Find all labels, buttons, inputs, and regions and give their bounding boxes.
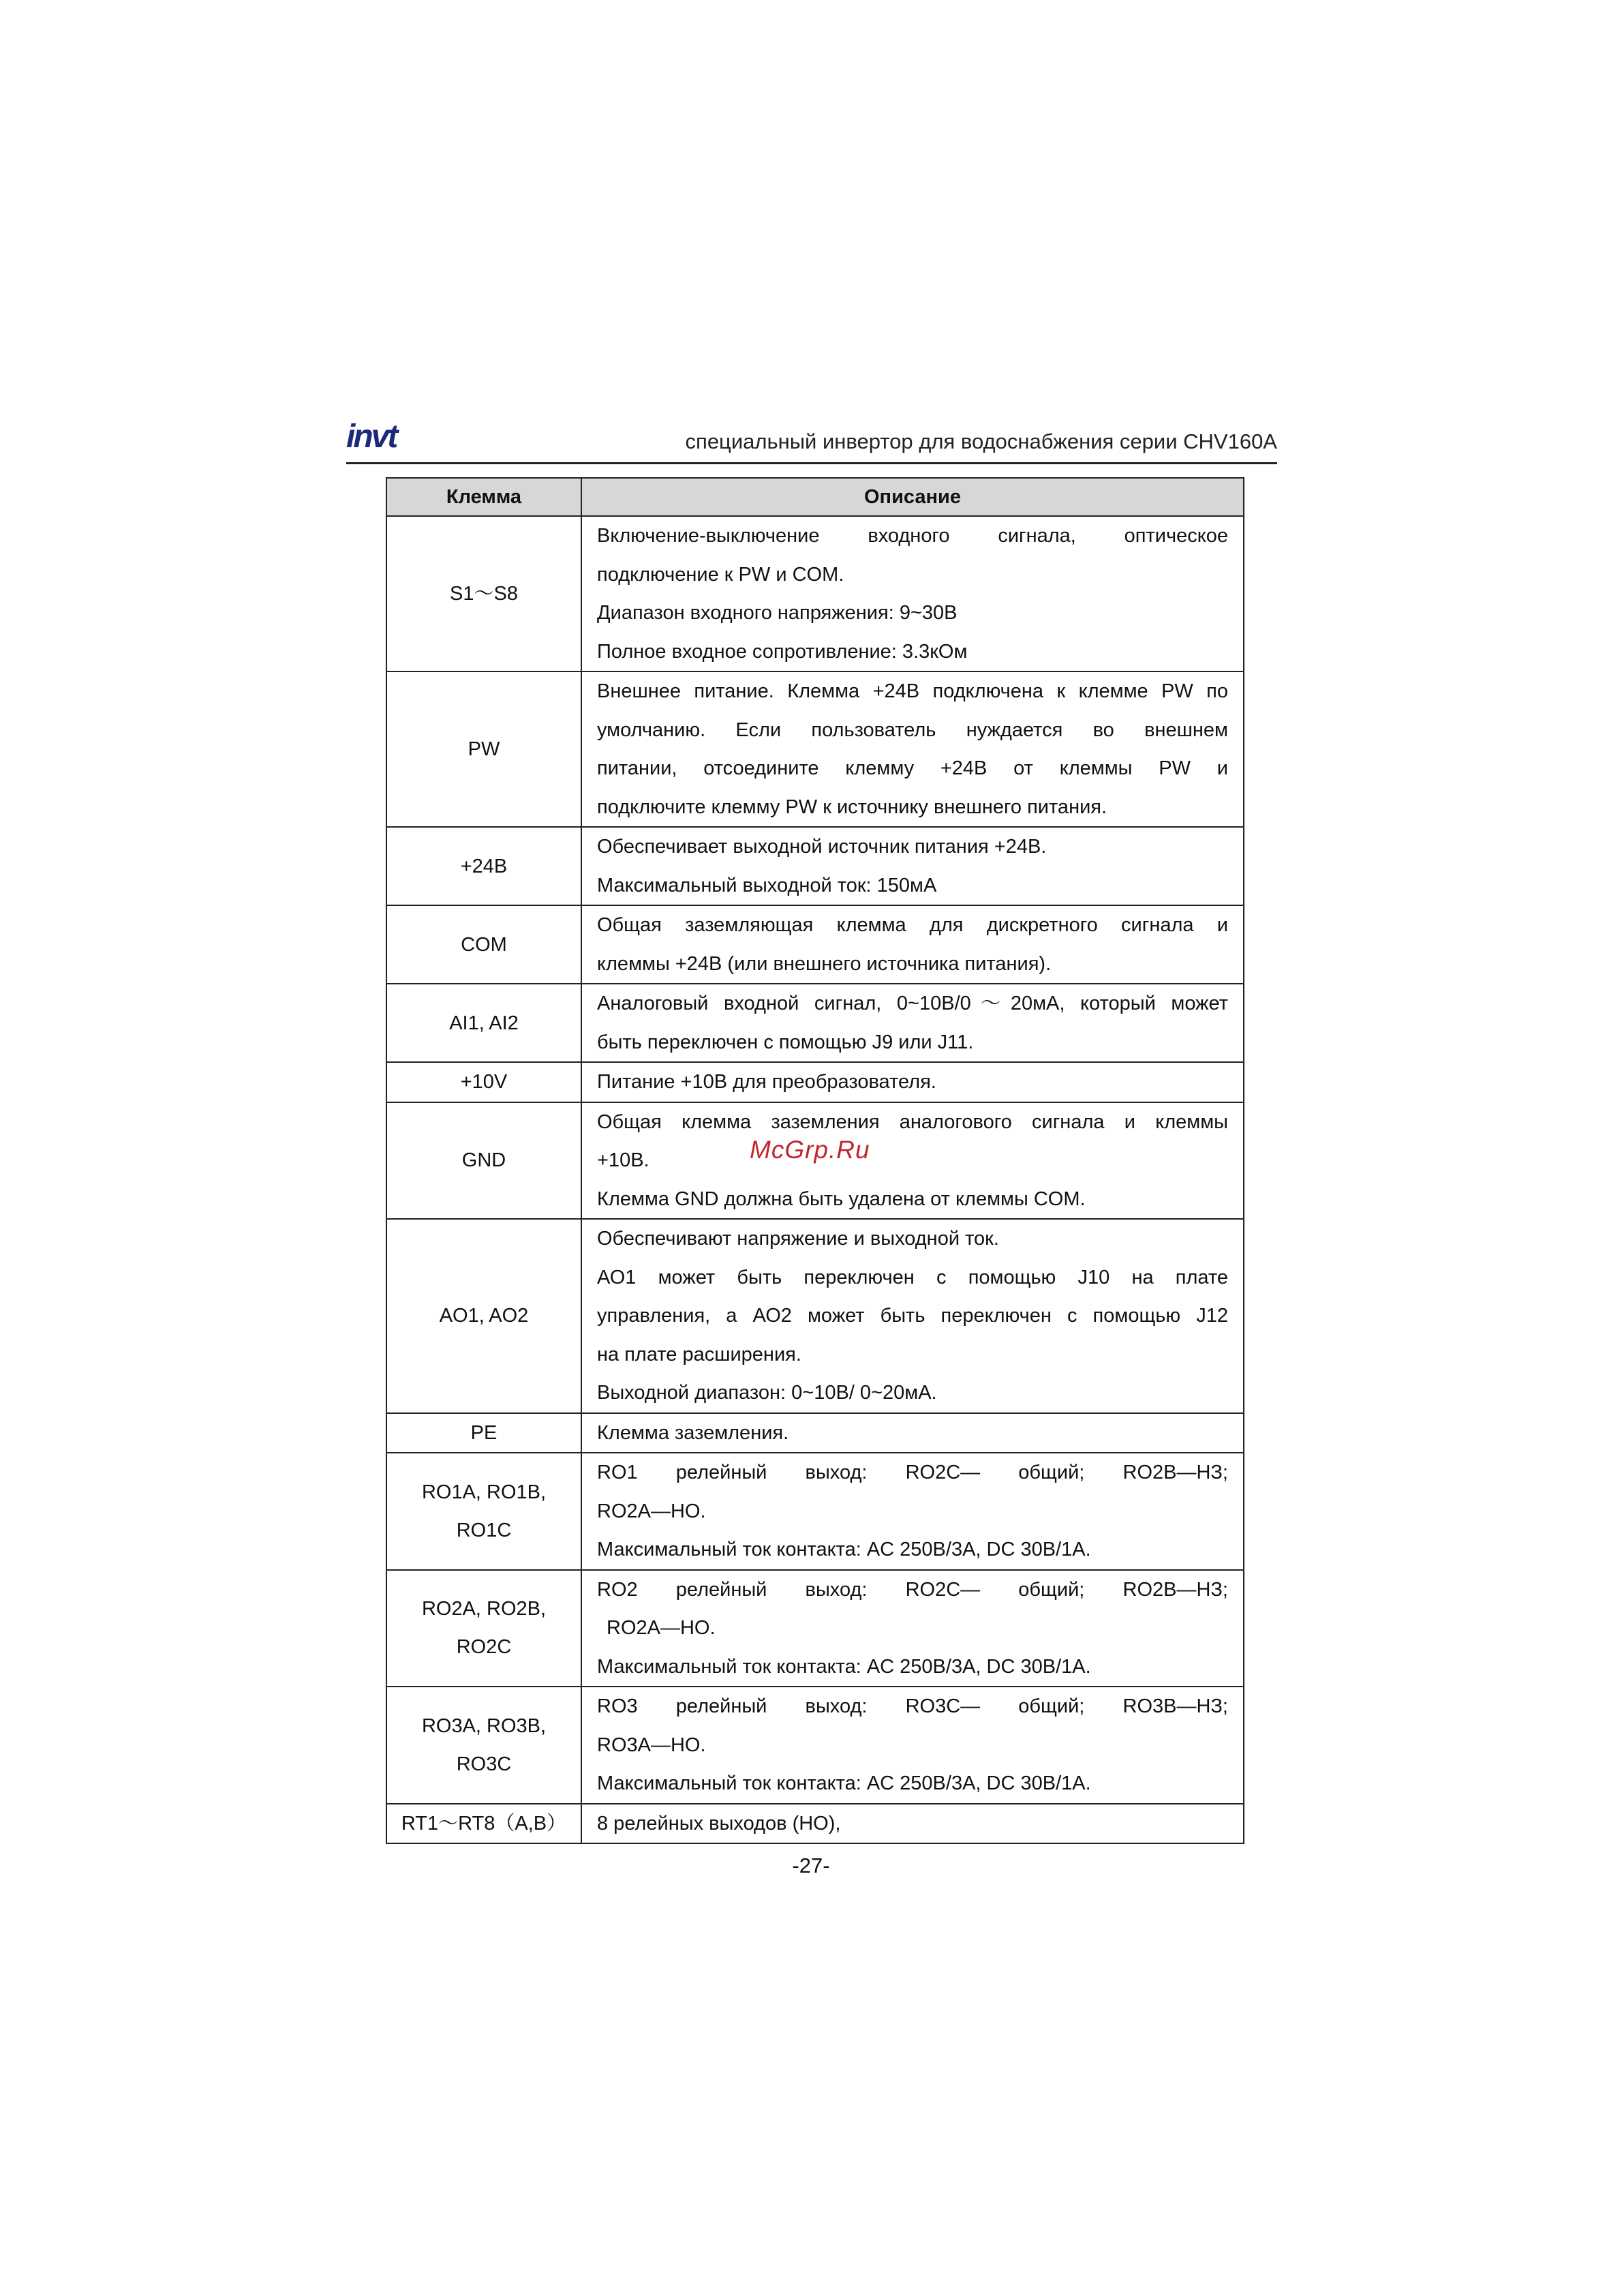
terminal-label: S1～S8 [450, 583, 518, 605]
description-cell [581, 827, 1244, 905]
description-line: на плате расширения. [597, 1343, 801, 1365]
terminal-cell [386, 827, 581, 905]
column-header-description: Описание [581, 478, 1244, 516]
description-line: подключите клемму PW к источнику внешнего питания. [597, 796, 1107, 818]
page-header [346, 417, 1277, 464]
terminal-cell [386, 1804, 581, 1844]
table-row [386, 984, 1244, 1062]
description-line: Выходной диапазон: 0~10В/ 0~20мА. [597, 1382, 937, 1404]
description-line: 8 релейных выходов (НО), [597, 1812, 841, 1834]
description-cell [581, 1102, 1244, 1220]
description-line: Общая клемма заземления аналогового сигнала и клеммы [597, 1111, 1228, 1133]
table-row [386, 1687, 1244, 1804]
description-line: Максимальный ток контакта: AC 250В/3А, DC 30В/1А. [597, 1772, 1091, 1794]
table-row [386, 671, 1244, 827]
terminal-label: RO2C [456, 1636, 512, 1659]
terminal-label: RT1～RT8（A,B） [401, 1812, 567, 1834]
terminal-label: +10V [460, 1071, 508, 1093]
watermark: McGrp.Ru [750, 1136, 870, 1164]
table-row [386, 1413, 1244, 1453]
description-line: Клемма GND должна быть удалена от клеммы COM. [597, 1188, 1086, 1210]
table-row [386, 905, 1244, 984]
description-cell [581, 1219, 1244, 1413]
description-line: RO3 релейный выход: RO3C— общий; RO3B—НЗ; [597, 1695, 1228, 1717]
terminal-cell [386, 984, 581, 1062]
description-line: Включение-выключение входного сигнала, оптическое [597, 525, 1228, 547]
description-line: умолчанию. Если пользователь нуждается во внешнем [597, 719, 1228, 741]
table-row [386, 1453, 1244, 1570]
table-row [386, 516, 1244, 671]
description-cell [581, 1453, 1244, 1570]
description-line: АО1 может быть переключен с помощью J10 на плате [597, 1266, 1228, 1288]
terminal-label: GND [461, 1149, 506, 1172]
table-row [386, 1570, 1244, 1687]
description-cell [581, 984, 1244, 1062]
description-line: RO1 релейный выход: RO2C— общий; RO2B—НЗ; [597, 1462, 1228, 1483]
description-line: Максимальный выходной ток: 150мА [597, 874, 937, 896]
description-cell [581, 905, 1244, 984]
terminal-cell [386, 1570, 581, 1687]
terminal-cell [386, 1062, 581, 1102]
description-cell [581, 516, 1244, 671]
description-line: Клемма заземления. [597, 1421, 789, 1444]
description-cell [581, 1062, 1244, 1102]
description-line: Обеспечивают напряжение и выходной ток. [597, 1228, 999, 1250]
terminal-label: RO1A, RO1B, [421, 1481, 547, 1503]
description-line: быть переключен с помощью J9 или J11. [597, 1031, 974, 1053]
terminal-label: +24В [460, 855, 508, 877]
description-line: RO2A—НО. [607, 1617, 716, 1639]
terminal-label: RO3C [456, 1753, 512, 1775]
description-line: питании, отсоедините клемму +24В от клеммы PW и [597, 757, 1228, 779]
terminal-label: RO1C [456, 1519, 512, 1541]
terminal-label: RO2A, RO2B, [421, 1598, 547, 1620]
terminal-label: PE [470, 1421, 498, 1444]
terminal-label: AI1, AI2 [449, 1012, 519, 1034]
description-line: Диапазон входного напряжения: 9~30В [597, 602, 958, 624]
document-title: специальный инвертор для водоснабжения серии CHV160A [685, 429, 1277, 453]
terminal-cell [386, 1687, 581, 1804]
description-line: Максимальный ток контакта: AC 250В/3А, DC 30В/1А. [597, 1655, 1091, 1678]
terminal-label: COM [461, 933, 507, 956]
terminal-cell [386, 1102, 581, 1220]
description-line: Питание +10В для преобразователя. [597, 1071, 936, 1093]
terminal-cell [386, 1453, 581, 1570]
column-header-terminal: Клемма [386, 478, 581, 516]
table-row [386, 1804, 1244, 1844]
description-line: RO2A—НО. [597, 1500, 706, 1522]
terminal-label: AO1, AO2 [439, 1305, 529, 1327]
description-line: RO2 релейный выход: RO2C— общий; RO2B—НЗ; [597, 1578, 1228, 1601]
description-cell [581, 1570, 1244, 1687]
description-line: Общая заземляющая клемма для дискретного сигнала и [597, 914, 1228, 936]
description-line: Полное входное сопротивление: 3.3кОм [597, 640, 968, 663]
invt-logo [346, 421, 421, 453]
terminal-cell [386, 516, 581, 671]
description-cell [581, 1804, 1244, 1844]
terminal-cell [386, 905, 581, 984]
description-cell [581, 1687, 1244, 1804]
description-line: Внешнее питание. Клемма +24В подключена к клемме PW по [597, 680, 1228, 702]
page-number: -27- [792, 1854, 830, 1877]
description-line: Аналоговый входной сигнал, 0~10В/0～20мА, который может [597, 993, 1228, 1014]
logo-text: invt [346, 419, 397, 455]
table-row [386, 1219, 1244, 1413]
table-row [386, 1062, 1244, 1102]
terminal-label: PW [468, 738, 500, 760]
description-line: Обеспечивает выходной источник питания +24В. [597, 836, 1047, 858]
description-line: управления, а АО2 может быть переключен с помощью J12 [597, 1305, 1228, 1327]
description-line: RO3A—НО. [597, 1734, 706, 1756]
description-cell [581, 1413, 1244, 1453]
description-line: клеммы +24В (или внешнего источника питания). [597, 952, 1052, 975]
description-line: Максимальный ток контакта: AC 250В/3А, DC 30В/1А. [597, 1539, 1091, 1560]
description-line: подключение к PW и COM. [597, 563, 844, 586]
terminal-cell [386, 671, 581, 827]
description-line: +10В. [597, 1149, 649, 1171]
table-body [386, 516, 1244, 1843]
terminal-cell [386, 1413, 581, 1453]
table-row [386, 827, 1244, 905]
terminal-cell [386, 1219, 581, 1413]
table-header-row [386, 478, 1244, 516]
terminal-label: RO3A, RO3B, [421, 1715, 547, 1737]
description-cell [581, 671, 1244, 827]
